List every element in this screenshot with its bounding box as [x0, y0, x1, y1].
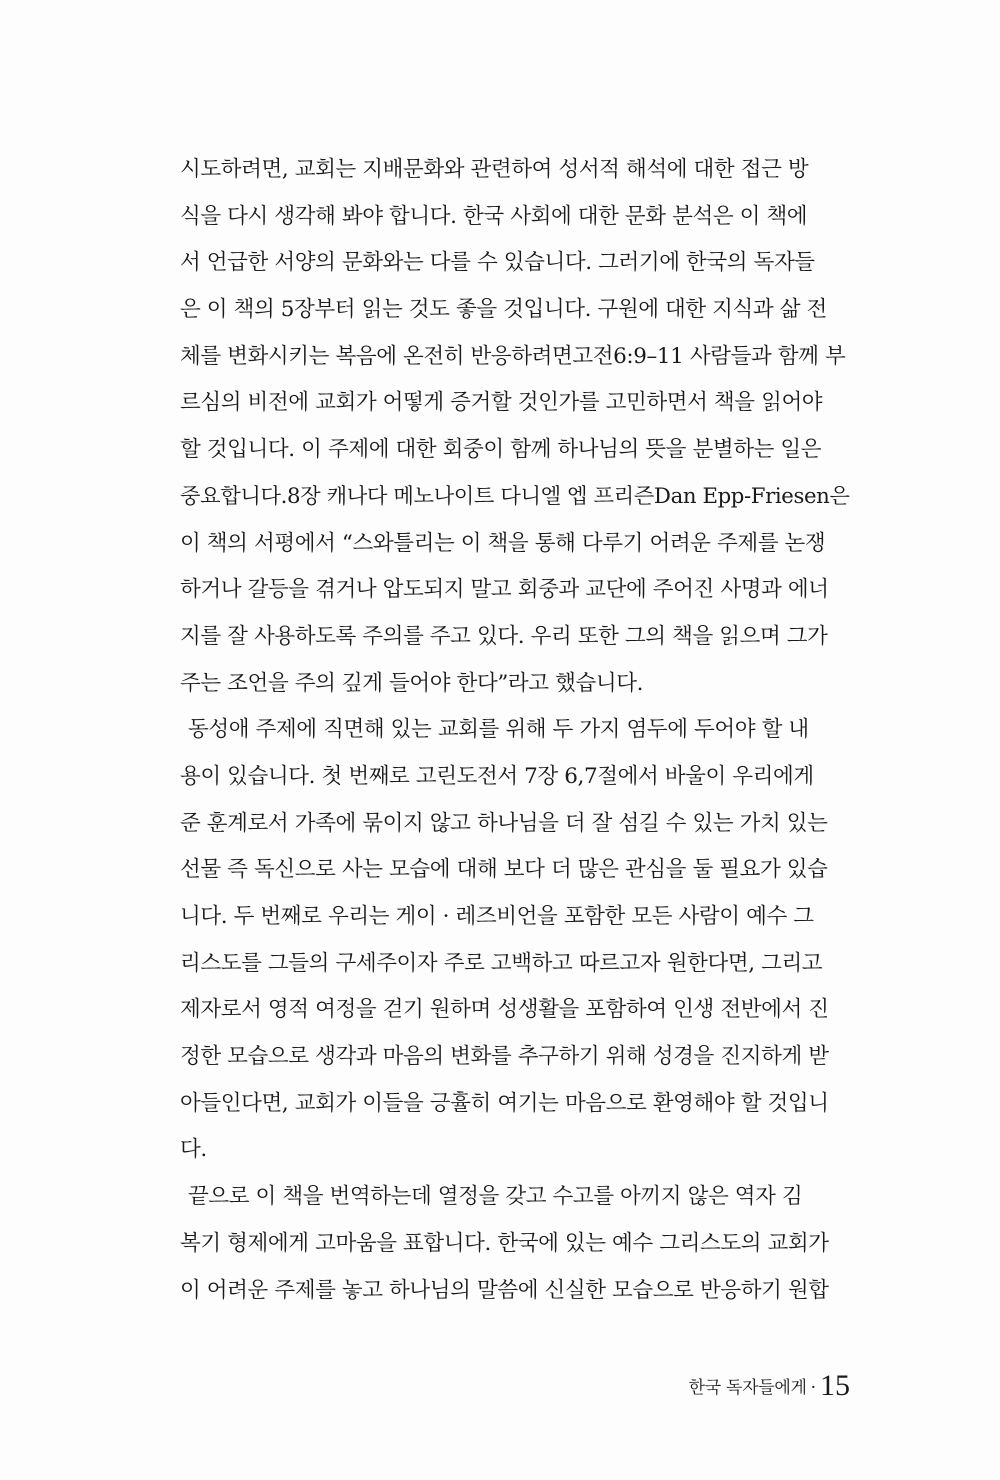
text-line: 할 것입니다. 이 주제에 대한 회중이 함께 하나님의 뜻을 분별하는 일은	[180, 437, 822, 463]
body-text	[180, 147, 850, 1314]
text-line: 복기 형제에게 고마움을 표합니다. 한국에 있는 예수 그리스도의 교회가	[180, 1230, 829, 1256]
text-line: 니다. 두 번째로 우리는 게이 · 레즈비언을 포함한 모든 사람이 예수 그	[180, 904, 814, 929]
chapter-title: 한국 독자들에게	[688, 1378, 807, 1398]
text-line: 식을 다시 생각해 봐야 합니다. 한국 사회에 대한 문화 분석은 이 책에	[180, 203, 808, 229]
text-line: 리스도를 그들의 구세주이자 주로 고백하고 따르고자 원한다면, 그리고	[180, 950, 823, 976]
footer-separator: ·	[810, 1378, 816, 1398]
text-line: 이 책의 서평에서 “스와틀리는 이 책을 통해 다루기 어려운 주제를 논쟁	[180, 530, 826, 556]
running-footer	[689, 1366, 850, 1406]
text-line: 서 언급한 서양의 문화와는 다를 수 있습니다. 그러기에 한국의 독자들	[180, 250, 815, 276]
text-line: 다.	[180, 1137, 207, 1163]
text-line: 주는 조언을 주의 깊게 들어야 한다”라고 했습니다.	[180, 670, 644, 696]
text-line: 아들인다면, 교회가 이들을 긍휼히 여기는 마음으로 환영해야 할 것입니	[180, 1090, 829, 1116]
text-line: 하거나 갈등을 겪거나 압도되지 말고 회중과 교단에 주어진 사명과 에너	[180, 577, 829, 603]
text-line: 정한 모습으로 생각과 마음의 변화를 추구하기 위해 성경을 진지하게 받	[180, 1044, 829, 1070]
text-line: 중요합니다.8장 캐나다 메노나이트 다니엘 엡 프리즌Dan Epp-Friesen은	[180, 483, 850, 509]
text-line: 동성애 주제에 직면해 있는 교회를 위해 두 가지 염두에 두어야 할 내	[188, 717, 809, 743]
text-line: 준 훈계로서 가족에 묶이지 않고 하나님을 더 잘 섬길 수 있는 가치 있는	[180, 810, 828, 836]
text-line: 용이 있습니다. 첫 번째로 고린도전서 7장 6,7절에서 바울이 우리에게	[180, 763, 814, 789]
page-number: 15	[820, 1369, 850, 1402]
text-line: 체를 변화시키는 복음에 온전히 반응하려면고전6:9–11 사람들과 함께 부	[180, 343, 846, 369]
text-line: 제자로서 영적 여정을 걷기 원하며 성생활을 포함하여 인생 전반에서 진	[180, 997, 829, 1023]
text-line: 끝으로 이 책을 번역하는데 열정을 갖고 수고를 아끼지 않은 역자 김	[188, 1184, 803, 1210]
text-line: 르심의 비전에 교회가 어떻게 증거할 것인가를 고민하면서 책을 읽어야	[180, 390, 823, 416]
text-line: 이 어려운 주제를 놓고 하나님의 말씀에 신실한 모습으로 반응하기 원합	[180, 1277, 829, 1303]
text-line: 지를 잘 사용하도록 주의를 주고 있다. 우리 또한 그의 책을 읽으며 그가	[180, 623, 828, 649]
text-line: 시도하려면, 교회는 지배문화와 관련하여 성서적 해석에 대한 접근 방	[180, 157, 809, 182]
text-line: 선물 즉 독신으로 사는 모습에 대해 보다 더 많은 관심을 둘 필요가 있습	[180, 857, 828, 883]
text-line: 은 이 책의 5장부터 읽는 것도 좋을 것입니다. 구원에 대한 지식과 삶 전	[180, 297, 827, 323]
